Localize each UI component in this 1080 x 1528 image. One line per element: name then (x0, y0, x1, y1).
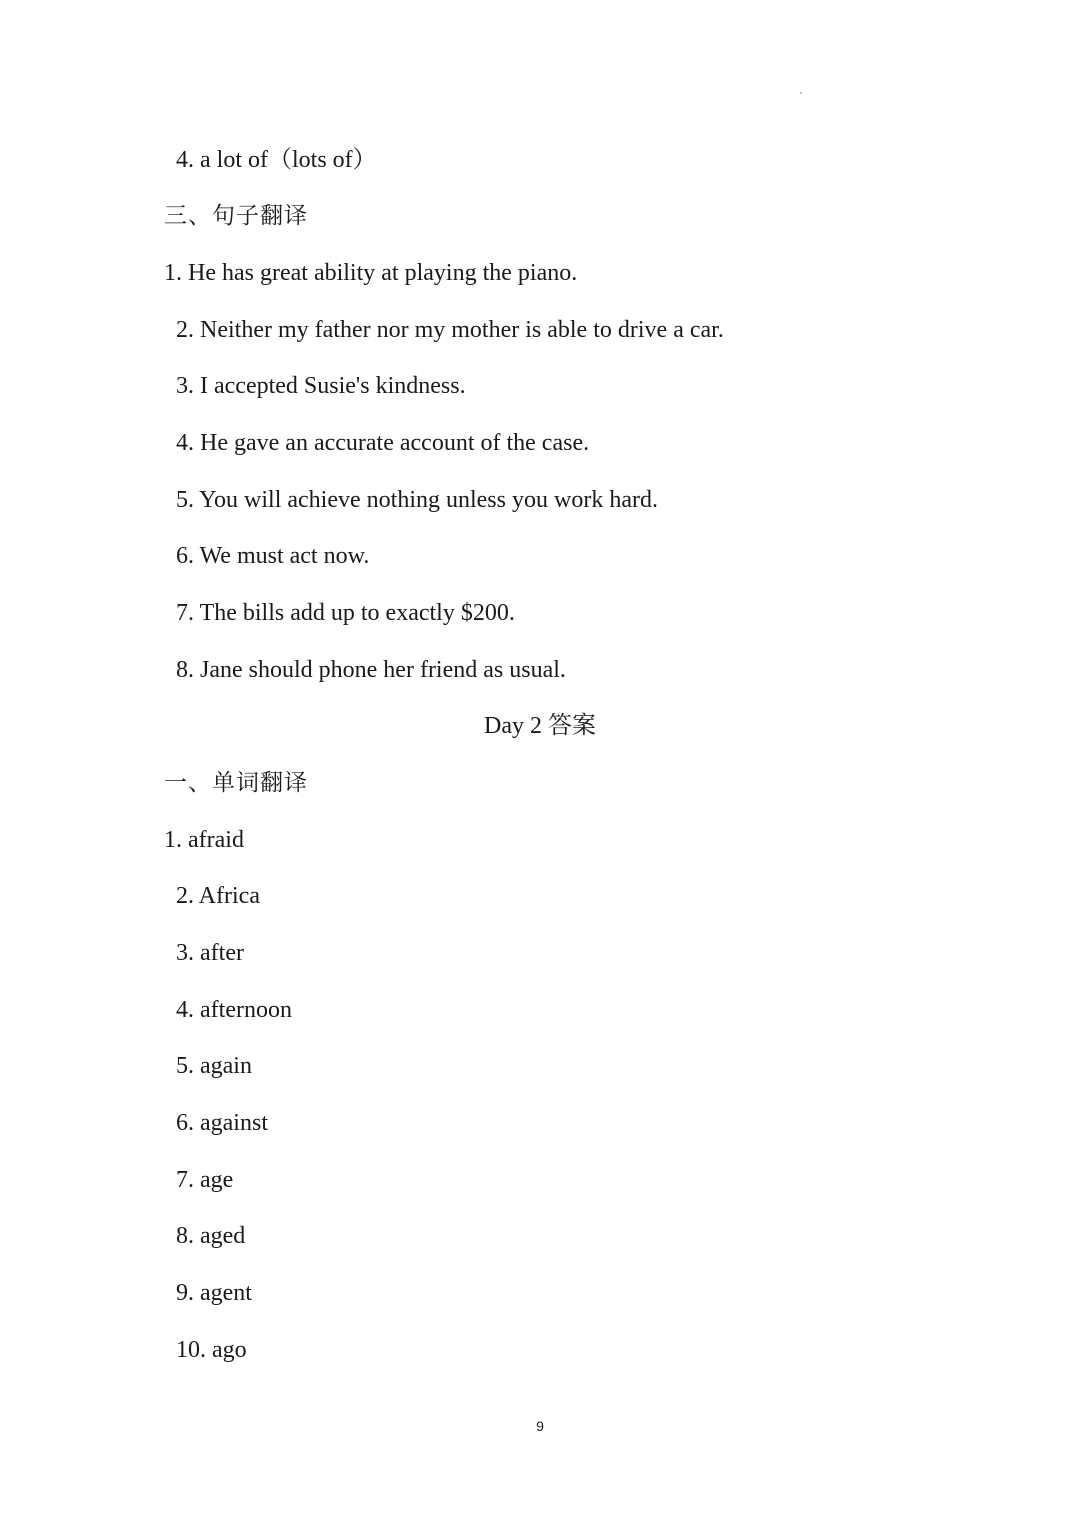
list-item: 10. ago (176, 1337, 247, 1363)
list-item: 1. afraid (164, 827, 244, 853)
section-heading-word-translation: 一、单词翻译 (164, 770, 308, 796)
list-item: 3. after (176, 940, 244, 966)
list-item: 1. He has great ability at playing the piano. (164, 260, 578, 286)
list-item: 5. again (176, 1053, 252, 1079)
list-item: 6. We must act now. (176, 543, 370, 569)
day-heading: Day 2 答案 (484, 713, 596, 739)
list-item: 4. He gave an accurate account of the case. (176, 430, 590, 456)
list-item: 4. a lot of（lots of） (176, 147, 377, 173)
list-item: 6. against (176, 1110, 268, 1136)
list-item: 7. The bills add up to exactly $200. (176, 600, 515, 626)
list-item: 2. Africa (176, 883, 260, 909)
page-number: 9 (536, 1418, 544, 1434)
list-item: 3. I accepted Susie's kindness. (176, 373, 466, 399)
list-item: 8. Jane should phone her friend as usual. (176, 657, 566, 683)
list-item: 5. You will achieve nothing unless you work hard. (176, 487, 658, 513)
list-item: 2. Neither my father nor my mother is able to drive a car. (176, 317, 724, 343)
list-item: 9. agent (176, 1280, 252, 1306)
list-item: 7. age (176, 1167, 234, 1193)
scan-speck (800, 92, 802, 94)
section-heading-sentence-translation: 三、句子翻译 (164, 203, 308, 229)
list-item: 4. afternoon (176, 997, 292, 1023)
list-item: 8. aged (176, 1223, 246, 1249)
